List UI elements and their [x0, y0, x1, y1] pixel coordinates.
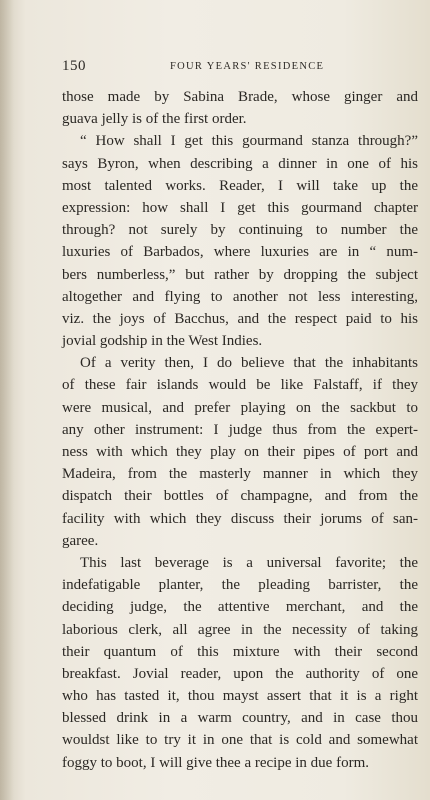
- page-number: 150: [62, 58, 86, 74]
- text-line: facility with which they discuss their jorums of san-: [62, 510, 418, 527]
- text-line: breakfast. Jovial reader, upon the authority of one: [62, 665, 418, 682]
- text-line: those made by Sabina Brade, whose ginger and: [62, 89, 418, 105]
- text-line: viz. the joys of Bacchus, and the respect paid to his: [62, 310, 418, 327]
- text-line: bers numberless,” but rather by dropping the subject: [62, 266, 418, 283]
- running-title: FOUR YEARS' RESIDENCE: [170, 61, 325, 72]
- text-line: altogether and flying to another not less interesting,: [62, 288, 418, 305]
- text-line: guava jelly is of the first order.: [62, 111, 247, 128]
- text-line: foggy to boot, I will give thee a recipe in due form.: [62, 754, 369, 771]
- text-line: their quantum of this mixture with their second: [62, 643, 418, 660]
- text-line: dispatch their bottles of champagne, and from the: [62, 488, 418, 505]
- text-line: deciding judge, the attentive merchant, and the: [62, 599, 418, 616]
- text-line: luxuries of Barbados, where luxuries are in “ num-: [62, 244, 418, 261]
- text-line: garee.: [62, 532, 99, 549]
- text-line: of these fair islands would be like Falstaff, if they: [62, 377, 418, 394]
- body-text: [62, 86, 418, 774]
- text-line: Of a verity then, I do believe that the inhabitants: [80, 355, 418, 372]
- text-line: most talented works. Reader, I will take up the: [62, 177, 418, 194]
- text-line: any other instrument: I judge thus from the expert-: [62, 421, 418, 438]
- running-head: [62, 58, 402, 80]
- text-line: wouldst like to try it in one that is cold and somewhat: [62, 732, 418, 749]
- text-line: through? not surely by continuing to number the: [62, 222, 418, 239]
- text-line: “ How shall I get this gourmand stanza through?”: [80, 133, 418, 150]
- text-line: jovial godship in the West Indies.: [62, 333, 263, 350]
- text-line: Madeira, from the masterly manner in which they: [62, 466, 418, 483]
- text-line: This last beverage is a universal favorite; the: [80, 554, 418, 571]
- text-line: says Byron, when describing a dinner in one of his: [62, 155, 418, 172]
- text-line: indefatigable planter, the pleading barrister, the: [62, 577, 418, 594]
- text-line: expression: how shall I get this gourmand chapter: [62, 199, 418, 216]
- text-line: who has tasted it, thou mayst assert that it is a right: [62, 688, 418, 705]
- text-line: laborious clerk, all agree in the necessity of taking: [62, 621, 418, 638]
- text-line: ness with which they play on their pipes of port and: [62, 444, 418, 460]
- text-line: blessed drink in a warm country, and in case thou: [62, 710, 418, 727]
- text-line: were musical, and prefer playing on the sackbut to: [62, 399, 418, 416]
